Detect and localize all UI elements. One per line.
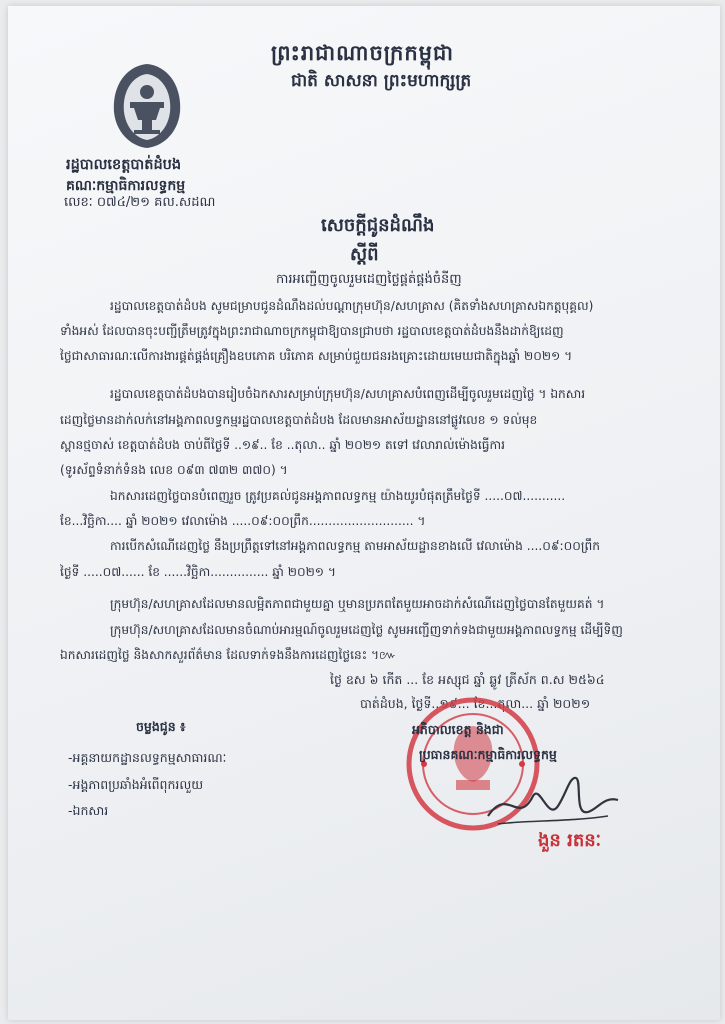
body-line: ដេញថ្លៃមានដាក់លក់នៅអង្គភាពលទ្ធកម្មរដ្ឋបាលខេត្តបាត់ដំបង ដែលមានអាស័យដ្ឋាននៅផ្លូវលេខ ១ ទល់មុខ xyxy=(60,413,538,427)
body-line: ថ្លៃជាសាធារណៈលើការងារផ្គត់ផ្គង់គ្រឿងឧបភោគ បរិភោគ សម្រាប់ជួយជនរងគ្រោះដោយមេឃជាតិក្នុងឆ្នាំ ២០២១ ។ xyxy=(60,349,573,363)
body-line: ខែ...វិច្ឆិកា.... ឆ្នាំ ២០២១ វេលាម៉ោង .....០៩:០០ព្រឹក........................... ។ xyxy=(60,514,426,528)
body-line: ទាំងអស់ ដែលបានចុះបញ្ជីត្រឹមត្រូវក្នុងព្រះរាជាណាចក្រកម្ពុជាឱ្យបានជ្រាបថា រដ្ឋបាលខេត្តបាត់ដំបងនឹងដាក់ឱ្យដេញ xyxy=(60,324,564,338)
reference-number: លេខៈ ០៧៤/២១ គល.សដណ xyxy=(64,195,216,210)
handwritten-signature-icon xyxy=(478,766,628,836)
distribution-item: -អង្គភាពប្រឆាំងអំពើពុករលួយ xyxy=(68,777,204,792)
document-title: សេចក្តីជូនដំណឹង xyxy=(321,215,435,236)
signatory-title: អភិបាលខេត្ត និងជា xyxy=(412,722,504,737)
body-line: ក្រុមហ៊ុន/សហគ្រាសដែលមានលម្អិតភាពជាមួយគ្នា ឬមានប្រភពតែមួយអាចដាក់សំណើដេញថ្លៃបានតែមួយគត់ ។ xyxy=(110,597,605,611)
kingdom-title: ព្រះរាជាណាចក្រកម្ពុជា xyxy=(271,41,455,65)
document-topic: ការអញ្ជើញចូលរួមដេញថ្លៃផ្គត់ផ្គង់ចំនីញ xyxy=(276,272,462,287)
body-line: ក្រុមហ៊ុន/សហគ្រាសដែលមានចំណាប់អារម្មណ៍ចូលរួមដេញថ្លៃ សូមអញ្ជើញទាក់ទងជាមួយអង្គភាពលទ្ធកម្ម ដើម្បីទិញ xyxy=(110,623,623,637)
ministry-emblem-icon xyxy=(104,60,190,152)
document-page xyxy=(8,6,720,1020)
distribution-item: -អគ្គនាយកដ្ឋានលទ្ធកម្មសាធារណៈ xyxy=(68,750,227,765)
signatory-position: ប្រធានគណៈកម្មាធិការលទ្ធកម្ម xyxy=(419,747,557,762)
body-line: ស្ពានថ្មចាស់ ខេត្តបាត់ដំបង ចាប់ពីថ្ងៃទី ..១៩.. ខែ ..តុលា.. ឆ្នាំ ២០២១ តទៅ វេលារាល់ម៉ោងធ្វើការ xyxy=(60,438,505,452)
lunar-date: ថ្ងៃ ឧស ៦ កើត ... ខែ អស្សុជ ឆ្នាំ ឆ្លូវ ត្រីស័ក ព.ស ២៥៦៤ xyxy=(330,672,605,687)
body-line: រដ្ឋបាលខេត្តបាត់ដំបង សូមជម្រាបជូនដំណឹងដល់បណ្តាក្រុមហ៊ុន/សហគ្រាស (គិតទាំងសហគ្រាសឯកត្តបុគ្គល) xyxy=(110,299,594,313)
body-line: ការបើកសំណើដេញថ្លៃ នឹងប្រព្រឹត្តទៅនៅអង្គភាពលទ្ធកម្ម តាមអាស័យដ្ឋានខាងលើ វេលាម៉ោង ....០៩:០០ព្រឹក xyxy=(110,539,600,553)
issuer-admin: រដ្ឋបាលខេត្តបាត់ដំបង xyxy=(66,157,182,173)
distribution-item: -ឯកសារ xyxy=(68,803,109,818)
body-line: (ទូរស័ព្ទទំនាក់ទំនង លេខ ០៩៣ ៧៣២ ៣៧០) ។ xyxy=(60,463,288,477)
document-subject: ស្តីពី xyxy=(350,244,379,265)
issuer-office: គណៈកម្មាធិការលទ្ធកម្ម xyxy=(66,178,186,194)
solar-date: បាត់ដំបង, ថ្ងៃទី..១៩... ខែ...តុលា... ឆ្នាំ ២០២១ xyxy=(360,696,591,711)
signatory-name: ងួន រតនៈ xyxy=(538,830,602,851)
national-motto: ជាតិ សាសនា ព្រះមហាក្សត្រ xyxy=(291,71,472,91)
distribution-heading: ចម្លងជូន ៖ xyxy=(136,719,186,734)
body-line: រដ្ឋបាលខេត្តបាត់ដំបងបានរៀបចំឯកសារសម្រាប់ក្រុមហ៊ុន/សហគ្រាសបំពេញដើម្បីចូលរួមដេញថ្លៃ ។ ឯកសារ xyxy=(110,387,586,401)
body-line: ឯកសារដេញថ្លៃ និងសាកសួរព័ត៌មាន ដែលទាក់ទងនឹងការដេញថ្លៃនេះ ។៚ xyxy=(60,648,397,662)
body-line: ឯកសារដេញថ្លៃបានបំពេញរួច ត្រូវប្រគល់ជូនអង្គភាពលទ្ធកម្ម យ៉ាងយូរបំផុតត្រឹមថ្ងៃទី .....០៧........... xyxy=(110,489,566,503)
body-line: ថ្ងៃទី .....០៧...... ខែ ......វិច្ឆិកា............... ឆ្នាំ ២០២១ ។ xyxy=(60,565,336,579)
